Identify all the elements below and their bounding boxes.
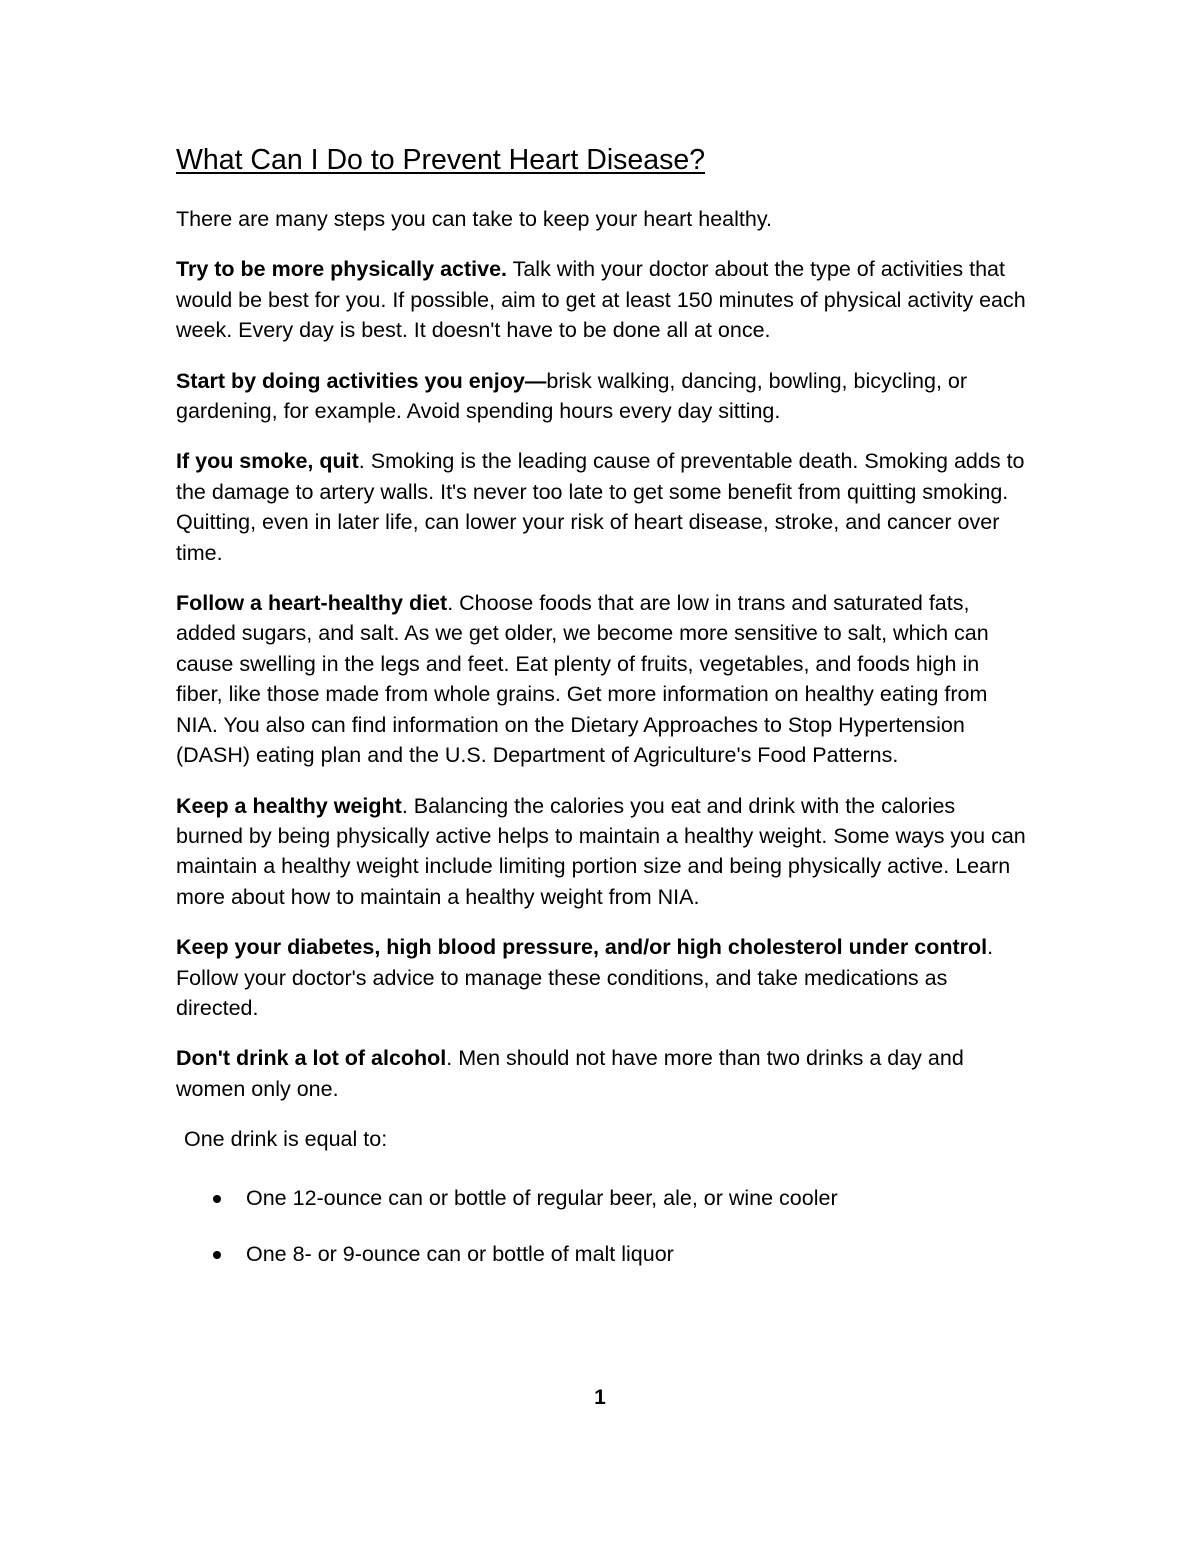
section-manage-conditions bbox=[176, 932, 1026, 1023]
section-body: . Choose foods that are low in trans and saturated fats, added sugars, and salt. As we get older, we become more sensitive to salt, which can cause swelling in the legs and feet. Eat plenty of fruits, vegetables, and foods high in fiber, like those made from whole grains. Get more information on healthy eating from NIA. You also can find information on the Dietary Approaches to Stop Hypertension (DASH) eating plan and the U.S. Department of Agriculture's Food Patterns. bbox=[176, 591, 989, 768]
bullet-icon bbox=[213, 1195, 221, 1203]
section-heading: Follow a heart-healthy diet bbox=[176, 591, 448, 616]
page-number: 1 bbox=[594, 1386, 606, 1409]
list-item-text: One 8- or 9-ounce can or bottle of malt liquor bbox=[246, 1241, 674, 1266]
list-item bbox=[176, 1239, 1024, 1269]
section-body: Talk with your doctor about the type of activities that would be best for you. If possible, aim to get at least 150 minutes of physical activity each week. Every day is best. It doesn't have to be done all at once. bbox=[176, 257, 1026, 343]
section-heading: Keep your diabetes, high blood pressure, and/or high cholesterol under control bbox=[176, 935, 988, 960]
section-heading: Try to be more physically active. bbox=[176, 257, 508, 282]
section-body: . Follow your doctor's advice to manage these conditions, and take medications as directed. bbox=[176, 935, 994, 1020]
page-title: What Can I Do to Prevent Heart Disease? bbox=[176, 144, 706, 176]
section-body: . Balancing the calories you eat and drink with the calories burned by being physically active helps to maintain a healthy weight. Some ways you can maintain a healthy weight include limiting portion size and being physically active. Learn more about how to maintain a healthy weight from NIA. bbox=[176, 793, 1026, 909]
section-heading: Don't drink a lot of alcohol bbox=[176, 1046, 447, 1071]
section-body: brisk walking, dancing, bowling, bicycling, or gardening, for example. Avoid spending hours every day sitting. bbox=[176, 368, 968, 424]
list-item bbox=[176, 1183, 1024, 1213]
section-healthy-diet bbox=[176, 588, 1026, 770]
bullet-icon bbox=[213, 1251, 221, 1259]
list-item-text: One 12-ounce can or bottle of regular beer, ale, or wine cooler bbox=[246, 1185, 838, 1210]
section-physical-activity bbox=[176, 254, 1026, 345]
section-heading: If you smoke, quit bbox=[176, 449, 359, 474]
section-heading: Start by doing activities you enjoy— bbox=[176, 368, 547, 393]
section-enjoy-activities bbox=[176, 366, 1026, 427]
section-limit-alcohol bbox=[176, 1043, 1026, 1104]
drink-list bbox=[176, 1183, 1024, 1270]
section-body: . Smoking is the leading cause of preventable death. Smoking adds to the damage to artery walls. It's never too late to get some benefit from quitting smoking. Quitting, even in later life, can lower your risk of heart disease, stroke, and cancer over time. bbox=[176, 449, 1025, 565]
section-body: . Men should not have more than two drinks a day and women only one. bbox=[176, 1046, 964, 1101]
section-heading: Keep a healthy weight bbox=[176, 793, 402, 818]
drink-equivalent-note: One drink is equal to: bbox=[184, 1127, 388, 1152]
section-healthy-weight bbox=[176, 791, 1026, 913]
section-quit-smoking bbox=[176, 446, 1026, 568]
intro-paragraph: There are many steps you can take to keep your heart healthy. bbox=[176, 207, 772, 231]
